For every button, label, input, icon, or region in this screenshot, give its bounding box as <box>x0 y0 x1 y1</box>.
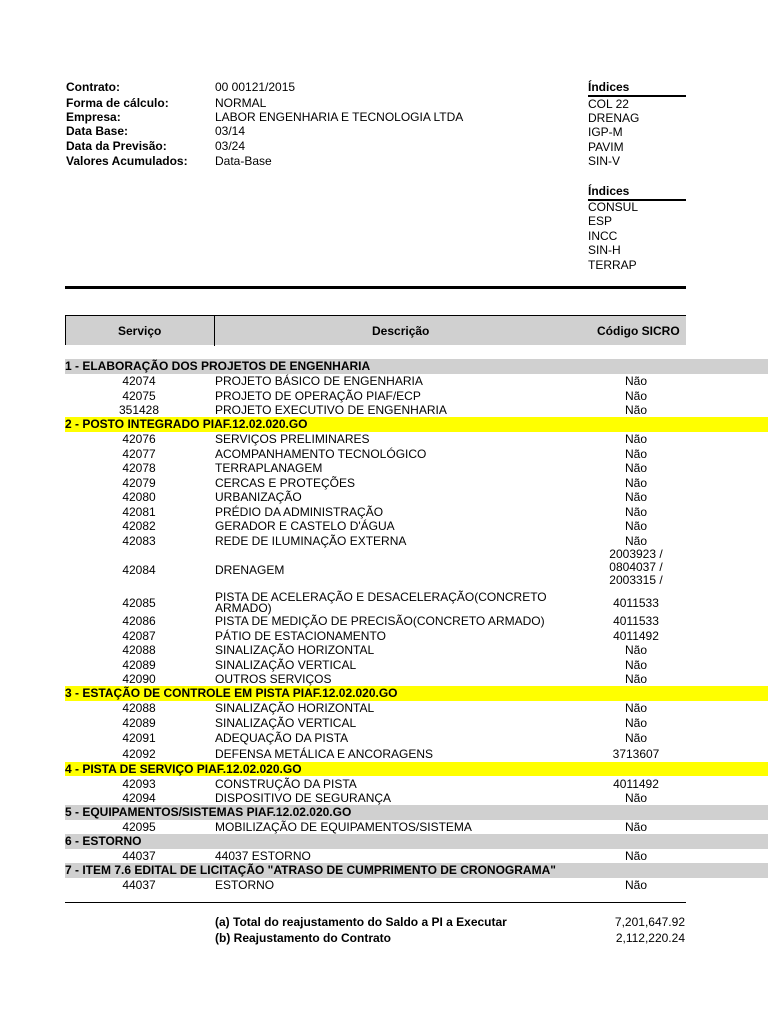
sicro-code: Não <box>624 374 647 389</box>
description: SINALIZAÇÃO VERTICAL <box>215 715 357 730</box>
index-item: INCC <box>588 229 618 243</box>
table-row <box>65 475 768 490</box>
field-value-contrato: 00 00121/2015 <box>215 80 296 94</box>
service-code: 42090 <box>122 672 156 687</box>
index-item: COL 22 <box>588 97 629 111</box>
table-row <box>65 490 768 505</box>
sicro-code: Não <box>624 388 647 403</box>
description-line: PISTA DE ACELERAÇÃO E DESACELERAÇÃO(CONCRETO <box>215 589 547 604</box>
section-title: 1 - ELABORAÇÃO DOS PROJETOS DE ENGENHARIA <box>65 359 371 373</box>
table-row <box>65 533 768 548</box>
section-title: 3 - ESTAÇÃO DE CONTROLE EM PISTA PIAF.12.02.020.GO <box>65 686 398 700</box>
table-row <box>65 672 768 687</box>
table-row <box>65 388 768 403</box>
section-row <box>65 834 768 849</box>
service-code: 42082 <box>122 519 156 534</box>
field-value-empresa: LABOR ENGENHARIA E TECNOLOGIA LTDA <box>215 110 464 124</box>
service-code: 42074 <box>122 374 156 389</box>
sicro-code: Não <box>624 403 647 418</box>
service-code: 42093 <box>122 776 156 791</box>
section-row <box>65 359 768 374</box>
index-item: SIN-V <box>588 154 621 168</box>
sicro-code-line: 0804037 / <box>609 559 663 574</box>
table-row <box>65 446 768 461</box>
column-header-codigo-sicro: Código SICRO <box>597 324 680 338</box>
column-header-descricao: Descrição <box>372 324 430 338</box>
description: PÁTIO DE ESTACIONAMENTO <box>215 628 386 643</box>
description: SERVIÇOS PRELIMINARES <box>215 432 370 447</box>
field-label-data-previsao: Data da Previsão: <box>66 139 167 153</box>
service-code: 42085 <box>122 596 156 610</box>
service-code: 42083 <box>122 533 156 548</box>
service-code: 42077 <box>122 446 156 461</box>
description: URBANIZAÇÃO <box>215 490 302 505</box>
description: DRENAGEM <box>215 563 285 577</box>
description: SINALIZAÇÃO HORIZONTAL <box>215 701 375 716</box>
table-row <box>65 643 768 658</box>
description: SINALIZAÇÃO VERTICAL <box>215 657 357 672</box>
sicro-code <box>585 548 687 587</box>
service-code: 42080 <box>122 490 156 505</box>
service-code: 44037 <box>122 878 156 893</box>
description: DEFENSA METÁLICA E ANCORAGENS <box>215 747 434 761</box>
field-label-valores-acumulados: Valores Acumulados: <box>66 154 188 168</box>
index-item: IGP-M <box>588 125 623 139</box>
description: PRÉDIO DA ADMINISTRAÇÃO <box>215 504 384 519</box>
field-value-forma-calculo: NORMAL <box>215 96 267 110</box>
description: CONSTRUÇÃO DA PISTA <box>215 776 357 791</box>
sicro-code: Não <box>624 672 647 687</box>
service-code: 42088 <box>122 643 156 658</box>
indices-title: Índices <box>588 80 630 94</box>
table-row <box>65 614 768 629</box>
sicro-code: Não <box>624 446 647 461</box>
service-code: 42087 <box>122 628 156 643</box>
column-header-servico: Serviço <box>118 324 162 338</box>
indices-title: Índices <box>588 184 630 198</box>
table-row <box>65 403 768 418</box>
table-row <box>65 715 768 730</box>
description: DISPOSITIVO DE SEGURANÇA <box>215 791 392 806</box>
table-row <box>65 746 768 762</box>
column-divider <box>214 316 215 346</box>
sicro-code: Não <box>624 657 647 672</box>
sicro-code: Não <box>624 461 647 476</box>
section-title: 7 - ITEM 7.6 EDITAL DE LICITAÇÃO "ATRASO DE CUMPRIMENTO DE CRONOGRAMA" <box>65 863 556 877</box>
total-value-b: 2,112,220.24 <box>615 931 685 945</box>
field-value-valores-acumulados: Data-Base <box>215 154 272 168</box>
service-code: 42088 <box>122 701 156 716</box>
service-code: 42086 <box>122 614 156 629</box>
sicro-code: 4011492 <box>613 776 659 791</box>
description: PROJETO EXECUTIVO DE ENGENHARIA <box>215 403 447 418</box>
total-value-a: 7,201,647.92 <box>614 915 685 929</box>
section-title: 4 - PISTA DE SERVIÇO PIAF.12.02.020.GO <box>65 761 302 776</box>
header-divider <box>65 286 686 289</box>
section-row <box>65 762 768 777</box>
table-row <box>65 849 768 864</box>
service-code: 42075 <box>122 388 156 403</box>
total-label-a: (a) Total do reajustamento do Saldo a PI a Executar <box>215 915 507 929</box>
description: PROJETO DE OPERAÇÃO PIAF/ECP <box>215 388 421 403</box>
table-row <box>65 657 768 672</box>
sicro-code: 4011533 <box>613 596 659 610</box>
service-code: 42076 <box>122 432 156 447</box>
sicro-code: Não <box>624 432 647 447</box>
description: ADEQUAÇÃO DA PISTA <box>215 731 349 745</box>
sicro-code: 4011492 <box>613 628 659 643</box>
sicro-code: Não <box>624 791 647 806</box>
table-row <box>65 504 768 519</box>
sicro-code: Não <box>624 715 647 730</box>
service-code: 42089 <box>122 657 156 672</box>
description: OUTROS SERVIÇOS <box>215 672 332 687</box>
table-row <box>65 461 768 476</box>
index-item: SIN-H <box>588 243 621 257</box>
section-row <box>65 417 768 432</box>
description: GERADOR E CASTELO D'ÁGUA <box>215 519 395 534</box>
description: SINALIZAÇÃO HORIZONTAL <box>215 643 375 658</box>
service-code: 351428 <box>118 403 160 418</box>
index-item: ESP <box>588 214 613 228</box>
field-value-data-base: 03/14 <box>215 124 246 138</box>
sicro-code-line: 2003315 / <box>609 572 663 587</box>
service-code: 42079 <box>122 475 156 490</box>
table-row <box>65 548 768 592</box>
sicro-code: Não <box>624 533 647 548</box>
table-end-rule <box>65 902 686 903</box>
sicro-code-line: 2003923 / <box>609 546 663 561</box>
total-label-b: (b) Reajustamento do Contrato <box>215 931 391 945</box>
description: PROJETO BÁSICO DE ENGENHARIA <box>215 374 423 389</box>
description: ACOMPANHAMENTO TECNOLÓGICO <box>215 446 427 461</box>
sicro-code: Não <box>624 731 647 745</box>
description <box>215 589 555 615</box>
section-title: 5 - EQUIPAMENTOS/SISTEMAS PIAF.12.02.020.GO <box>65 805 352 819</box>
table-row <box>65 701 768 716</box>
service-code: 42091 <box>122 731 156 745</box>
index-item: DRENAG <box>588 111 640 125</box>
description: 44037 ESTORNO <box>215 849 311 864</box>
description-line: ARMADO) <box>215 600 272 615</box>
table-row <box>65 776 768 791</box>
field-label-empresa: Empresa: <box>66 110 121 124</box>
section-title: 6 - ESTORNO <box>65 834 142 848</box>
section-row <box>65 805 768 820</box>
table-row <box>65 519 768 534</box>
sicro-code: Não <box>624 878 647 893</box>
field-label-data-base: Data Base: <box>66 124 129 138</box>
sicro-code: Não <box>624 519 647 534</box>
field-label-forma-calculo: Forma de cálculo: <box>66 96 169 110</box>
table-row <box>65 589 768 615</box>
service-code: 42095 <box>122 820 156 835</box>
index-item: CONSUL <box>588 200 639 214</box>
section-title: 2 - POSTO INTEGRADO PIAF.12.02.020.GO <box>65 417 308 431</box>
sicro-code: Não <box>624 820 647 835</box>
description: REDE DE ILUMINAÇÃO EXTERNA <box>215 533 407 548</box>
sicro-code: Não <box>624 701 647 716</box>
description: PISTA DE MEDIÇÃO DE PRECISÃO(CONCRETO ARMADO) <box>215 614 545 629</box>
section-row <box>65 863 768 878</box>
table-row <box>65 432 768 447</box>
service-code: 44037 <box>122 849 156 864</box>
service-code: 42092 <box>122 747 156 761</box>
sicro-code: Não <box>624 504 647 519</box>
table-row <box>65 878 768 893</box>
field-value-data-previsao: 03/24 <box>215 139 246 153</box>
table-row <box>65 820 768 835</box>
description: CERCAS E PROTEÇÕES <box>215 475 356 490</box>
sicro-code: Não <box>624 849 647 864</box>
table-row <box>65 791 768 806</box>
description: TERRAPLANAGEM <box>215 461 323 476</box>
service-code: 42094 <box>122 791 156 806</box>
service-code: 42081 <box>122 504 156 519</box>
table-row <box>65 374 768 389</box>
index-item: TERRAP <box>588 258 637 272</box>
index-item: PAVIM <box>588 140 624 154</box>
service-code: 42084 <box>122 563 156 577</box>
service-code: 42089 <box>122 715 156 730</box>
sicro-code: 4011533 <box>613 614 659 629</box>
service-code: 42078 <box>122 461 156 476</box>
field-label-contrato: Contrato: <box>66 80 120 94</box>
table-header <box>65 315 686 345</box>
sicro-code: Não <box>624 490 647 505</box>
sicro-code: Não <box>624 643 647 658</box>
section-row <box>65 686 768 701</box>
sicro-code: 3713607 <box>612 747 660 761</box>
description: ESTORNO <box>215 878 275 893</box>
description: MOBILIZAÇÃO DE EQUIPAMENTOS/SISTEMA <box>215 820 472 835</box>
table-row <box>65 628 768 643</box>
sicro-code: Não <box>624 475 647 490</box>
table-row <box>65 730 768 746</box>
